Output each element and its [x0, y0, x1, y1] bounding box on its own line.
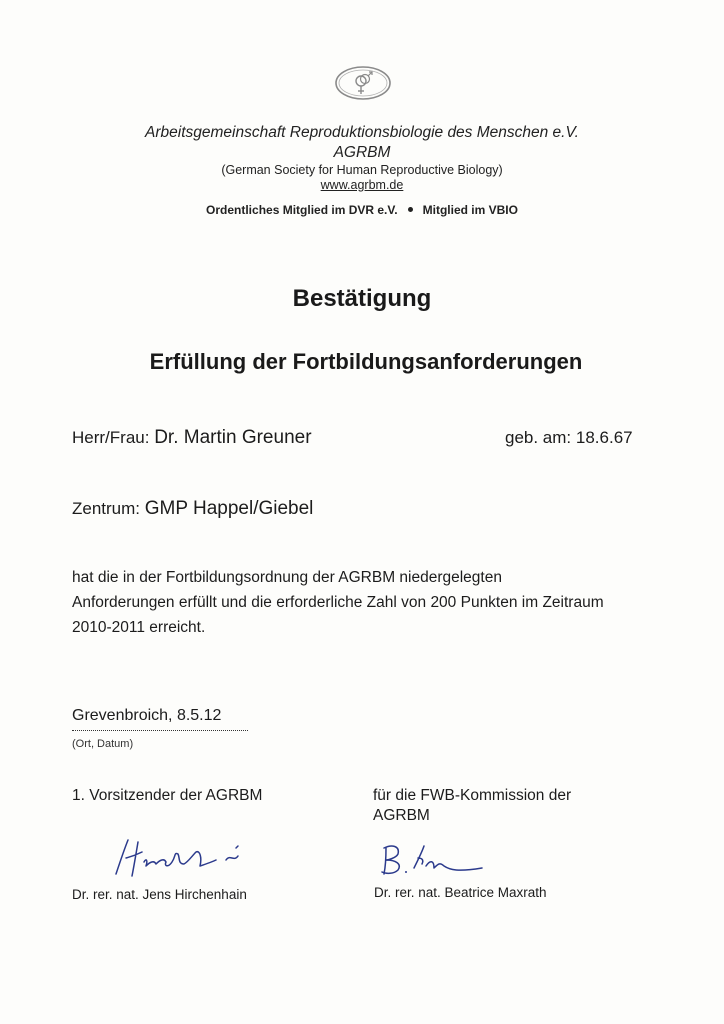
center-name: GMP Happel/Giebel	[144, 498, 314, 519]
membership-vbio: Mitglied im VBIO	[422, 203, 518, 217]
right-signatory-role	[373, 786, 571, 826]
person-name: Dr. Martin Greuner	[154, 427, 312, 448]
document-subtitle: Erfüllung der Fortbildungsanforderungen	[149, 349, 583, 374]
agrbm-logo-icon	[333, 64, 393, 102]
website-link-text: www.agrbm.de	[320, 178, 404, 192]
organization-english-name: (German Society for Human Reproductive Biology)	[221, 163, 503, 177]
confirmation-line-3: 2010-2011 erreicht.	[72, 619, 206, 636]
bullet-icon	[408, 207, 413, 212]
left-signatory-name: Dr. rer. nat. Jens Hirchenhain	[72, 887, 247, 902]
website-link[interactable]	[0, 178, 724, 193]
right-role-line-1: für die FWB-Kommission der	[373, 787, 572, 804]
place-date-label: (Ort, Datum)	[72, 738, 134, 750]
confirmation-text	[72, 565, 672, 640]
left-signatory-role: 1. Vorsitzender der AGRBM	[72, 787, 263, 804]
right-signature-icon	[378, 838, 488, 882]
left-signature-icon	[108, 832, 258, 882]
confirmation-line-2: Anforderungen erfüllt und die erforderliche Zahl von 200 Punkten im Zeitraum	[72, 594, 604, 611]
birth-date: 18.6.67	[575, 428, 633, 447]
right-signatory-name: Dr. rer. nat. Beatrice Maxrath	[374, 885, 547, 900]
organization-abbreviation: AGRBM	[333, 144, 391, 161]
place-date: Grevenbroich, 8.5.12	[72, 707, 222, 724]
right-role-line-2: AGRBM	[373, 807, 430, 824]
person-name-row	[72, 427, 312, 449]
salutation-label: Herr/Frau:	[72, 428, 150, 447]
confirmation-line-1: hat die in der Fortbildungsordnung der AGRBM niedergelegten	[72, 569, 502, 586]
birth-date-row	[505, 427, 633, 449]
center-row	[72, 498, 313, 520]
document-title: Bestätigung	[292, 285, 432, 312]
place-date-dotted-line	[72, 730, 248, 731]
birth-label: geb. am:	[505, 428, 572, 447]
membership-dvr: Ordentliches Mitglied im DVR e.V.	[206, 203, 398, 217]
membership-line	[0, 203, 724, 218]
center-label: Zentrum:	[72, 499, 141, 518]
organization-name: Arbeitsgemeinschaft Reproduktionsbiologie des Menschen e.V.	[145, 124, 579, 141]
